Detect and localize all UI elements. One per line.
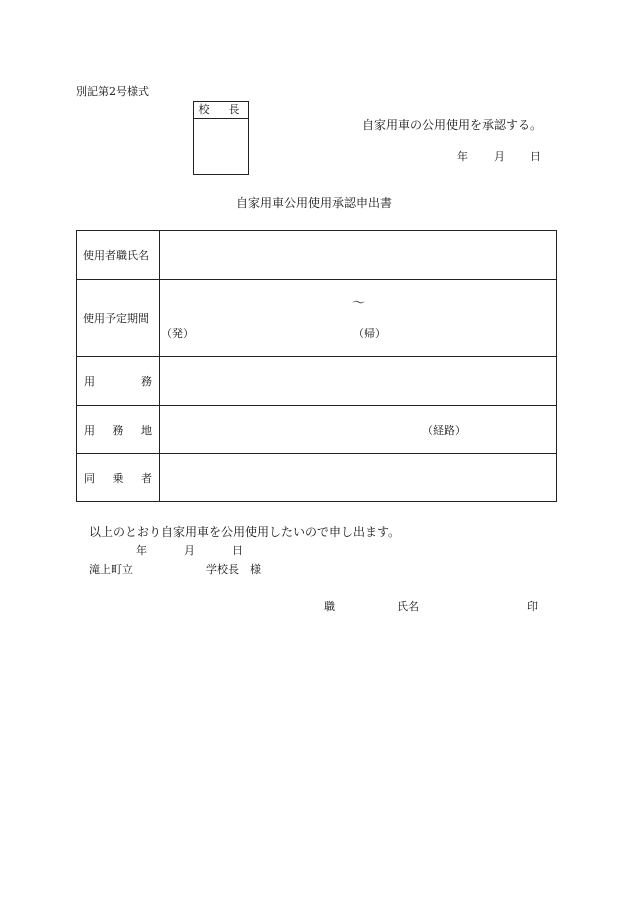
label-char: 者 [141, 471, 152, 485]
application-form-table [76, 230, 557, 502]
approval-date-day: 日 [530, 150, 541, 163]
request-statement: 以上のとおり自家用車を公用使用したいので申し出ます。 [89, 525, 401, 539]
label-cell-usage-period [77, 280, 160, 356]
approval-date-month: 月 [494, 150, 505, 163]
label-cell-user-name [77, 231, 160, 279]
row-purpose [77, 357, 556, 406]
row-usage-period [77, 280, 556, 357]
approval-date-year: 年 [457, 150, 468, 163]
depart-label: （発） [161, 327, 194, 340]
label-char: 務 [141, 375, 152, 388]
label-cell-destination [77, 406, 160, 453]
label-cell-purpose [77, 357, 160, 405]
addressee-town: 滝上町立 [89, 563, 133, 576]
applicant-position-label: 職 [324, 600, 335, 613]
applicant-name-label: 氏名 [397, 600, 419, 613]
document-title: 自家用車公用使用承認申出書 [236, 196, 393, 210]
approval-stamp-box [193, 101, 249, 175]
form-number: 別記第2号様式 [76, 85, 149, 98]
approval-statement: 自家用車の公用使用を承認する。 [362, 118, 543, 132]
request-date-year: 年 [136, 544, 147, 557]
request-date-month: 月 [184, 544, 195, 557]
label-user-name: 使用者職氏名 [83, 249, 149, 262]
stamp-label: 校 長 [194, 102, 248, 119]
seal-label: 印 [527, 600, 538, 613]
period-tilde: ～ [352, 296, 366, 311]
row-destination [77, 406, 556, 454]
return-label: （帰） [353, 327, 386, 340]
label-char: 乗 [112, 471, 124, 485]
purpose-field[interactable] [161, 357, 556, 405]
label-passengers [84, 470, 152, 486]
user-name-field[interactable] [161, 231, 556, 279]
label-purpose [84, 373, 152, 389]
label-cell-passengers [77, 454, 160, 501]
row-user-name [77, 231, 556, 280]
request-date-day: 日 [232, 544, 243, 557]
row-passengers [77, 454, 556, 501]
label-char: 用 [84, 423, 95, 437]
passengers-field[interactable] [161, 454, 556, 500]
route-label: （経路） [422, 424, 466, 437]
label-usage-period: 使用予定期間 [83, 312, 149, 325]
label-char: 地 [141, 423, 152, 437]
label-char: 同 [84, 471, 95, 485]
label-char: 務 [112, 423, 124, 437]
label-destination [84, 422, 152, 438]
addressee-title: 学校長 様 [206, 563, 261, 576]
label-char: 用 [84, 375, 95, 388]
